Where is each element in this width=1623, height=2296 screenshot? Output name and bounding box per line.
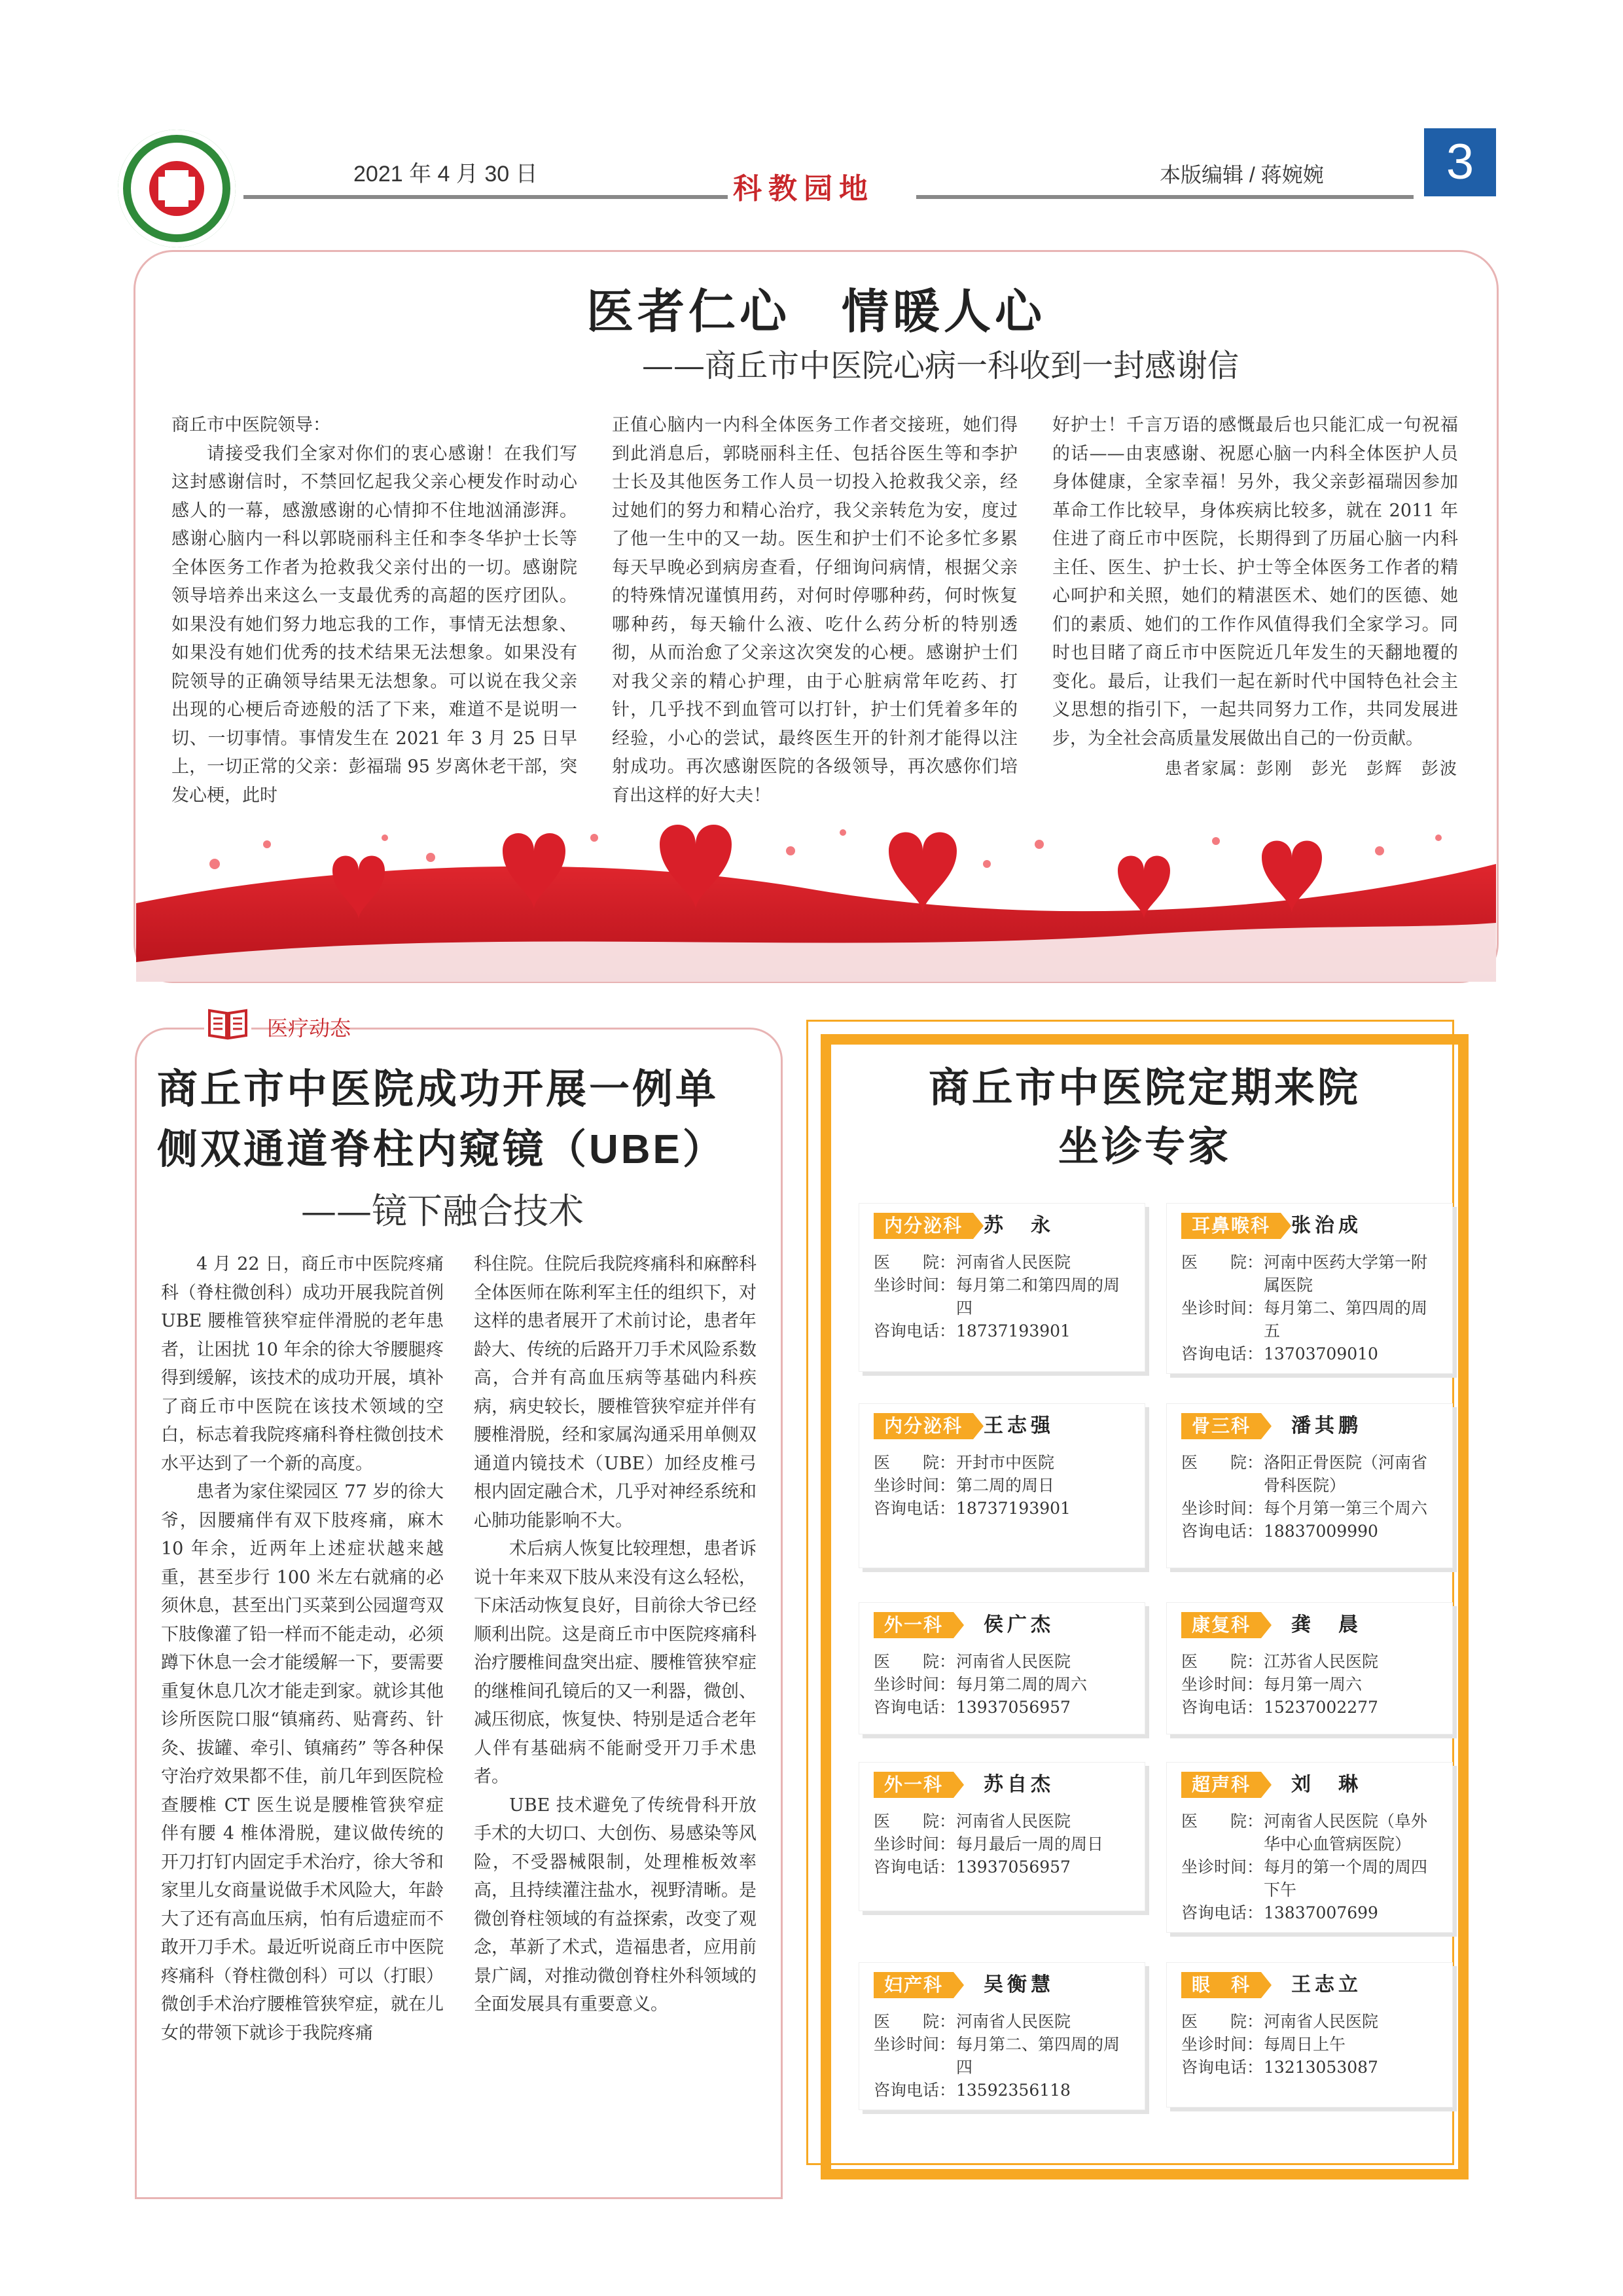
- expert-detail-row: [1181, 1520, 1443, 1543]
- expert-department: 耳鼻喉科: [1181, 1213, 1281, 1239]
- expert-hospital: 河南省人民医院: [956, 1812, 1071, 1831]
- expert-phone: 13703709010: [1264, 1344, 1378, 1363]
- expert-time: 每月的第一个周的周四下午: [1264, 1857, 1428, 1899]
- expert-detail-row: [874, 1497, 1135, 1520]
- expert-detail-label: 咨询电话：: [1181, 2058, 1264, 2077]
- expert-detail-row: [874, 1251, 1135, 1274]
- expert-department: 内分泌科: [874, 1413, 973, 1439]
- expert-card-header: [859, 1213, 1145, 1242]
- letter-paragraph: 请接受我们全家对你们的衷心感谢！在我们写这封感谢信时，不禁回忆起我父亲心梗发作时动心感人的一幕，感激感谢的心情抑不住地汹涌澎湃。感谢心脑内一科以郭晓丽科主任和李冬华护士长等全体医务工作者为抢救我父亲付出的一切。感谢院领导培养出来这么一支最优秀的高超的医疗团队。如果没有她们努力地忘我的工作，事情无法想象、如果没有她们优秀的技术结果无法想象。如果没有院领导的正确领导结果无法想象。可以说在我父亲出现的心梗后奇迹般的活了下来，难道不是说明一切、一切事情。事情发生在 2021 年 3 月 25 日早上，一切正常的父亲：彭福瑞 95 岁离休老干部，突发心梗，此时: [171, 443, 577, 806]
- expert-card: [1166, 1962, 1453, 2108]
- expert-phone: 18737193901: [956, 1321, 1071, 1340]
- expert-detail-label: 坐诊时间：: [1181, 1499, 1264, 1518]
- expert-detail-row: [1181, 1451, 1443, 1497]
- issue-date: 2021 年 4 月 30 日: [353, 162, 538, 187]
- news-paragraph: 4 月 22 日，商丘市中医院疼痛科（脊柱微创科）成功开展我院首例 UBE 腰椎管狭窄症伴滑脱的老年患者，让困扰 10 年余的徐大爷腰腿疼得到缓解，该技术的成功开展，填补了商丘市中医院在该技术领域的空白，标志着我院疼痛科脊柱微创技术水平达到了一个新的高度。: [161, 1254, 444, 1474]
- expert-detail-label: 咨询电话：: [874, 1857, 956, 1876]
- letter-salutation: 商丘市中医院领导：: [171, 415, 330, 435]
- expert-phone: 18737193901: [956, 1499, 1071, 1518]
- expert-detail-label: 医 院：: [874, 1453, 956, 1472]
- expert-detail-row: [874, 1650, 1135, 1673]
- expert-doctor-name: 潘其鹏: [1291, 1415, 1362, 1437]
- expert-details: [859, 1641, 1145, 1727]
- expert-detail-label: 医 院：: [874, 1812, 956, 1831]
- expert-detail-row: [1181, 1901, 1443, 1924]
- expert-card-header: [1167, 1972, 1452, 2001]
- expert-hospital: 洛阳正骨医院（河南省骨科医院）: [1264, 1453, 1428, 1495]
- expert-detail-row: [874, 1856, 1135, 1878]
- expert-hospital: 河南省人民医院: [956, 1253, 1071, 1272]
- expert-department: 妇产科: [874, 1972, 954, 1998]
- expert-card-header: [859, 1772, 1145, 1801]
- expert-detail-row: [1181, 1650, 1443, 1673]
- expert-time: 第二周的周日: [956, 1476, 1055, 1495]
- expert-detail-label: 咨询电话：: [1181, 1698, 1264, 1717]
- expert-card: [1166, 1203, 1453, 1374]
- hearts-decoration: [136, 825, 1496, 982]
- letter-paragraph: 正值心脑内一内科全体医务工作者交接班，她们得到此消息后，郭晓丽科主任、包括谷医生等和李护士长及其他医务工作人员一切投入抢救我父亲，经过她们的努力和精心治疗，我父亲转危为安，度过了他一生中的又一劫。医生和护士们不论多忙多累每天早晚必到病房查看，仔细询问病情，根据父亲的特殊情况谨慎用药，对何时停哪种药，何时恢复哪种药，每天输什么液、吃什么药分析的特别透彻，从而治愈了父亲这次突发的心梗。感谢护士们对我父亲的精心护理，由于心脏病常年吃药、打针，几乎找不到血管可以打针，护士们凭着多年的经验，小心的尝试，最终医生开的针剂才能得以注射成功。再次感谢医院的各级领导，再次感你们培育出这样的好大夫！: [612, 415, 1018, 806]
- expert-time: 每月第二、第四周的周五: [1264, 1299, 1428, 1340]
- expert-detail-label: 医 院：: [1181, 1812, 1264, 1831]
- header-rule-left: [243, 195, 728, 199]
- expert-card-header: [859, 1972, 1145, 2001]
- expert-details: [1167, 1242, 1452, 1373]
- expert-doctor-name: 吴衡慧: [984, 1974, 1054, 1996]
- expert-time: 每月最后一周的周日: [956, 1835, 1104, 1854]
- expert-card: [859, 1403, 1145, 1568]
- expert-department: 康复科: [1181, 1612, 1261, 1638]
- expert-detail-label: 医 院：: [874, 1652, 956, 1671]
- expert-department: 骨三科: [1181, 1413, 1261, 1439]
- expert-detail-label: 坐诊时间：: [874, 1276, 956, 1295]
- expert-hospital: 河南省人民医院: [1264, 2012, 1379, 2031]
- book-icon: [204, 1005, 251, 1042]
- expert-detail-label: 咨询电话：: [874, 1499, 956, 1518]
- news-paragraph: UBE 技术避免了传统骨科开放手术的大切口、大创伤、易感染等风险，不受器械限制，处理椎板效率高，且持续灌注盐水，视野清晰。是微创脊柱领域的有益探索，改变了观念，革新了术式，造福患者，应用前景广阔，对推动微创脊柱外科领域的全面发展具有重要意义。: [474, 1795, 757, 2015]
- expert-doctor-name: 张治成: [1291, 1215, 1362, 1236]
- expert-department: 内分泌科: [874, 1213, 973, 1239]
- expert-detail-row: [1181, 1673, 1443, 1696]
- expert-doctor-name: 苏自杰: [984, 1774, 1054, 1795]
- page-editor: 本版编辑 / 蒋婉婉: [1160, 163, 1324, 187]
- expert-detail-label: 咨询电话：: [1181, 1903, 1264, 1922]
- expert-hospital: 河南中医药大学第一附属医院: [1264, 1253, 1428, 1295]
- expert-detail-label: 医 院：: [1181, 1453, 1264, 1472]
- news-paragraph: 患者为家住梁园区 77 岁的徐大爷，因腰痛伴有双下肢疼痛，麻木 10 年余，近两年上述症状越来越重，甚至步行 100 米左右就痛的必须休息，甚至出门买菜到公园遛弯双下肢像灌了铅一样而不能走动，必须蹲下休息一会才能缓解一下，要需要重复休息几次才能走到家。就诊其他诊所医院口服“镇痛药、贴膏药、针灸、拔罐、牵引、镇痛药” 等各种保守治疗效果都不佳，前几年到医院检查腰椎 CT 医生说是腰椎管狭窄症伴有腰 4 椎体滑脱，建议做传统的开刀打钉内固定手术治疗，徐大爷和家里儿女商量说做手术风险大，年龄大了还有高血压病，怕有后遗症而不敢开刀手术。最近听说商丘市中医院疼痛科（脊柱微创科）可以（打眼）微创手术治疗腰椎管狭窄症，就在儿女的带领下就诊于我院疼痛: [161, 1482, 444, 2043]
- expert-hospital: 河南省人民医院: [956, 2012, 1071, 2031]
- expert-time: 每月第一周六: [1264, 1675, 1363, 1694]
- letter-column-3: [1052, 411, 1458, 784]
- expert-detail-label: 坐诊时间：: [874, 2035, 956, 2054]
- expert-department: 超声科: [1181, 1772, 1261, 1798]
- expert-details: [1167, 1641, 1452, 1727]
- expert-detail-row: [874, 1673, 1135, 1696]
- expert-detail-label: 坐诊时间：: [874, 1476, 956, 1495]
- expert-detail-row: [874, 1319, 1135, 1342]
- expert-detail-row: [1181, 1696, 1443, 1719]
- experts-title: [821, 1059, 1469, 1177]
- expert-detail-row: [874, 1451, 1135, 1474]
- news-title-line-1: 商丘市中医院成功开展一例单: [157, 1067, 719, 1112]
- expert-details: [1167, 1801, 1452, 1932]
- expert-card-header: [1167, 1772, 1452, 1801]
- expert-detail-row: [1181, 1297, 1443, 1342]
- letter-paragraph: 好护士！千言万语的感慨最后也只能汇成一句祝福的话——由衷感谢、祝愿心脑一内科全体医护人员身体健康，全家幸福！另外，我父亲彭福瑞因参加革命工作比较早，身体疾病比较多，就在 2011 年住进了商丘市中医院，长期得到了历届心脑一内科主任、医生、护士长、护士等全体医务工作者的精心呵护和关照，她们的精湛医术、她们的医德、她们的素质、她们的工作作风值得我们全家学习。同时也目睹了商丘市中医院近几年发生的天翻地覆的变化。最后，让我们一起在新时代中国特色社会主义思想的指引下，一起共同努力工作，共同发展进步，为全社会高质量发展做出自己的一份贡献。: [1052, 415, 1458, 749]
- expert-card: [859, 1602, 1145, 1734]
- expert-doctor-name: 王志立: [1291, 1974, 1362, 1996]
- expert-detail-label: 咨询电话：: [874, 2081, 956, 2100]
- expert-detail-label: 坐诊时间：: [1181, 1299, 1264, 1318]
- expert-detail-label: 坐诊时间：: [1181, 1675, 1264, 1694]
- experts-title-line-1: 商丘市中医院定期来院: [928, 1066, 1361, 1111]
- expert-time: 每月第二和第四周的周四: [956, 1276, 1120, 1318]
- expert-card-header: [1167, 1612, 1452, 1641]
- expert-details: [859, 1442, 1145, 1528]
- expert-time: 每月第二、第四周的周四: [956, 2035, 1120, 2077]
- expert-detail-label: 医 院：: [874, 2012, 956, 2031]
- expert-detail-row: [1181, 1497, 1443, 1520]
- expert-doctor-name: 龚 晨: [1291, 1614, 1362, 1636]
- expert-detail-row: [1181, 2033, 1443, 2056]
- expert-doctor-name: 王志强: [984, 1415, 1054, 1437]
- expert-card-header: [1167, 1413, 1452, 1442]
- expert-card-header: [859, 1413, 1145, 1442]
- section-title: 科教园地: [733, 172, 874, 206]
- expert-phone: 13937056957: [956, 1857, 1071, 1876]
- expert-detail-label: 咨询电话：: [1181, 1522, 1264, 1541]
- expert-detail-row: [874, 1696, 1135, 1719]
- header-rule-right: [916, 195, 1414, 199]
- expert-details: [859, 1801, 1145, 1886]
- news-tag: 医疗动态: [267, 1016, 351, 1040]
- expert-detail-row: [1181, 2056, 1443, 2079]
- expert-detail-label: 咨询电话：: [1181, 1344, 1264, 1363]
- expert-phone: 13592356118: [956, 2081, 1071, 2100]
- expert-card: [859, 1203, 1145, 1372]
- expert-card: [1166, 1762, 1453, 1933]
- letter-column-1: [171, 411, 577, 810]
- expert-detail-row: [874, 1833, 1135, 1856]
- expert-doctor-name: 苏 永: [984, 1215, 1054, 1236]
- expert-detail-row: [874, 2033, 1135, 2079]
- page-number: 3: [1424, 128, 1496, 196]
- expert-card-header: [1167, 1213, 1452, 1242]
- expert-card: [1166, 1403, 1453, 1568]
- letter-title: 医者仁心 情暖人心: [586, 283, 1046, 339]
- letter-subtitle: ——商丘市中医院心病一科收到一封感谢信: [641, 348, 1239, 384]
- letter-column-2: [612, 411, 1018, 810]
- expert-detail-row: [1181, 2010, 1443, 2033]
- expert-department: 外一科: [874, 1772, 954, 1798]
- news-paragraph: 术后病人恢复比较理想，患者诉说十年来双下肢从来没有这么轻松，下床活动恢复良好，目前徐大爷已经顺利出院。这是商丘市中医院疼痛科治疗腰椎间盘突出症、腰椎管狭窄症的继椎间孔镜后的又一利器，微创、减压彻底，恢复快、特别是适合老年人伴有基础病不能耐受开刀手术患者。: [474, 1539, 757, 1787]
- expert-detail-row: [874, 1474, 1135, 1497]
- expert-detail-row: [1181, 1251, 1443, 1297]
- hospital-logo: [118, 130, 236, 247]
- expert-detail-label: 医 院：: [1181, 1253, 1264, 1272]
- expert-details: [1167, 2001, 1452, 2087]
- expert-detail-label: 坐诊时间：: [874, 1835, 956, 1854]
- expert-detail-row: [874, 2079, 1135, 2102]
- expert-detail-label: 坐诊时间：: [874, 1675, 956, 1694]
- expert-phone: 18837009990: [1264, 1522, 1378, 1541]
- expert-hospital: 江苏省人民医院: [1264, 1652, 1379, 1671]
- expert-card: [1166, 1602, 1453, 1734]
- expert-detail-row: [874, 1274, 1135, 1319]
- news-column-2: [474, 1250, 757, 2019]
- expert-time: 每月第二周的周六: [956, 1675, 1088, 1694]
- expert-phone: 13937056957: [956, 1698, 1071, 1717]
- expert-hospital: 河南省人民医院: [956, 1652, 1071, 1671]
- expert-card: [859, 1962, 1145, 2110]
- news-column-1: [161, 1250, 444, 2047]
- expert-detail-row: [1181, 1810, 1443, 1856]
- expert-detail-label: 咨询电话：: [874, 1321, 956, 1340]
- expert-phone: 15237002277: [1264, 1698, 1378, 1717]
- news-paragraph: 科住院。住院后我院疼痛科和麻醉科全体医师在陈利军主任的组织下，对这样的患者展开了术前讨论，患者年龄大、传统的后路开刀手术风险系数高，合并有高血压病等基础内科疾病，病史较长，腰椎管狭窄症并伴有腰椎滑脱，经和家属沟通采用单侧双通道内镜技术（UBE）加经皮椎弓根内固定融合术，几乎对神经系统和心肺功能影响不大。: [474, 1254, 757, 1531]
- expert-detail-label: 医 院：: [1181, 2012, 1264, 2031]
- expert-detail-label: 坐诊时间：: [1181, 1857, 1264, 1876]
- expert-detail-row: [874, 2010, 1135, 2033]
- experts-title-line-2: 坐诊专家: [1058, 1124, 1231, 1170]
- expert-detail-label: 医 院：: [1181, 1652, 1264, 1671]
- news-subtitle: ——镜下融合技术: [301, 1191, 584, 1232]
- expert-hospital: 河南省人民医院（阜外华中心血管病医院）: [1264, 1812, 1428, 1854]
- expert-time: 每个月第一第三个周六: [1264, 1499, 1428, 1518]
- expert-card: [859, 1762, 1145, 1911]
- expert-department: 外一科: [874, 1612, 954, 1638]
- expert-details: [859, 2001, 1145, 2109]
- expert-detail-label: 咨询电话：: [874, 1698, 956, 1717]
- expert-department: 眼 科: [1181, 1972, 1261, 1998]
- expert-time: 每周日上午: [1264, 2035, 1346, 2054]
- expert-detail-row: [1181, 1342, 1443, 1365]
- expert-detail-row: [1181, 1856, 1443, 1901]
- expert-doctor-name: 侯广杰: [984, 1614, 1054, 1636]
- expert-phone: 13213053087: [1264, 2058, 1378, 2077]
- expert-doctor-name: 刘 琳: [1291, 1774, 1362, 1795]
- expert-detail-label: 医 院：: [874, 1253, 956, 1272]
- expert-details: [859, 1242, 1145, 1350]
- expert-card-header: [859, 1612, 1145, 1641]
- expert-detail-label: 坐诊时间：: [1181, 2035, 1264, 2054]
- expert-phone: 13837007699: [1264, 1903, 1378, 1922]
- expert-detail-row: [874, 1810, 1135, 1833]
- news-title-line-2: 侧双通道脊柱内窥镜（UBE）: [157, 1127, 726, 1172]
- expert-details: [1167, 1442, 1452, 1551]
- expert-hospital: 开封市中医院: [956, 1453, 1055, 1472]
- letter-signature: 患者家属：彭刚 彭光 彭辉 彭波: [1164, 759, 1458, 779]
